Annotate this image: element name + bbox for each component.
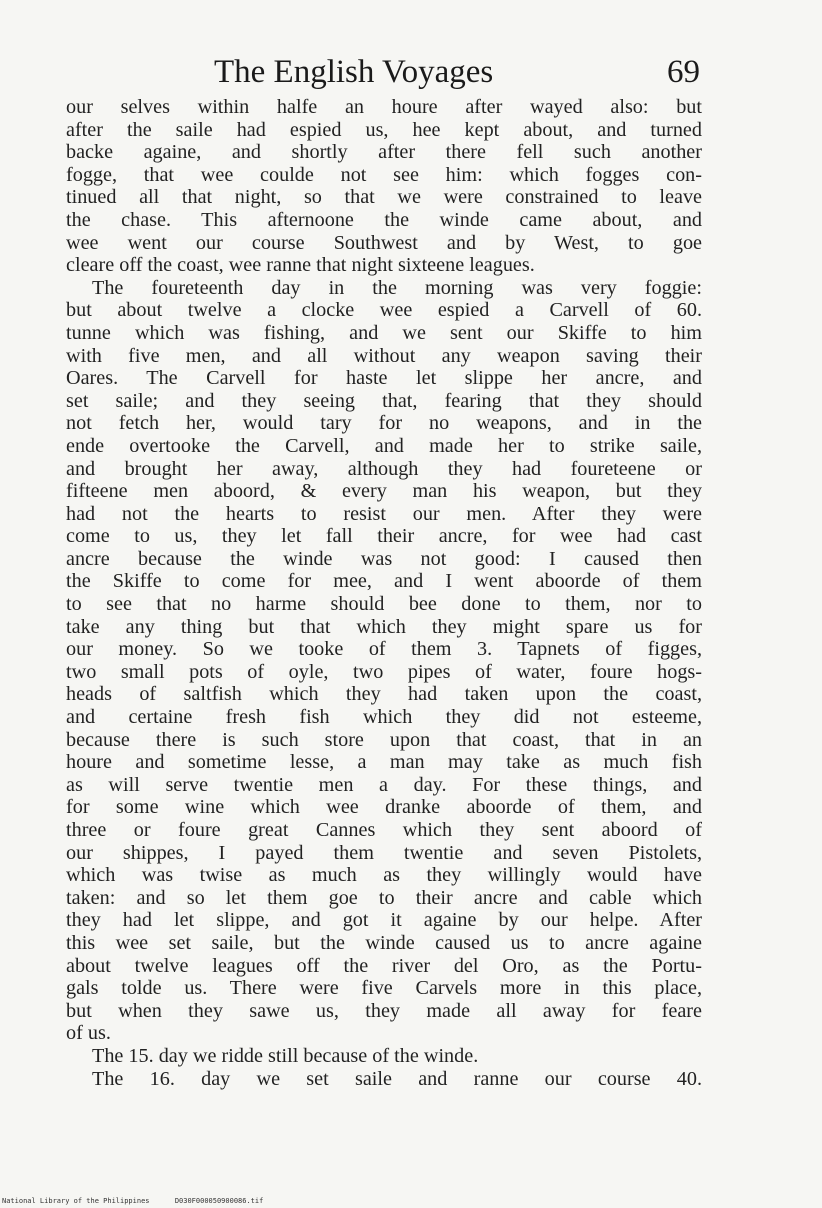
text-line: tinued all that night, so that we were constrained to leave xyxy=(66,186,702,209)
text-line: gals tolde us. There were five Carvels more in this place, xyxy=(66,977,702,1000)
text-line: houre and sometime lesse, a man may take as much fish xyxy=(66,751,702,774)
text-line: and certaine fresh fish which they did not esteeme, xyxy=(66,706,702,729)
text-line: backe againe, and shortly after there fell such another xyxy=(66,141,702,164)
page-number: 69 xyxy=(667,54,700,90)
text-line: our selves within halfe an houre after wayed also: but xyxy=(66,96,702,118)
text-line: the chase. This afternoone the winde came about, and xyxy=(66,208,702,231)
text-line: The foureteenth day in the morning was very foggie: xyxy=(92,276,702,299)
text-line: which was twise as much as they willingly would have xyxy=(66,864,702,887)
text-line: our money. So we tooke of them 3. Tapnets of figges, xyxy=(66,638,702,661)
text-line: three or foure great Cannes which they sent aboord of xyxy=(66,819,702,841)
text-line: Oares. The Carvell for haste let slippe her ancre, and xyxy=(66,367,702,390)
text-line: after the saile had espied us, hee kept about, and turned xyxy=(66,118,702,141)
text-line: The 15. day we ridde still because of the winde. xyxy=(92,1044,479,1067)
text-line: had not the hearts to resist our men. After they were xyxy=(66,502,702,525)
footer-file: D030F000050900086.tif xyxy=(174,1197,264,1205)
text-line: take any thing but that which they might spare us for xyxy=(66,615,702,638)
text-line: tunne which was fishing, and we sent our Skiffe to him xyxy=(66,321,702,344)
text-line: set saile; and they seeing that, fearing that they should xyxy=(66,389,702,412)
text-line: our shippes, I payed them twentie and seven Pistolets, xyxy=(66,841,702,864)
text-line: two small pots of oyle, two pipes of water, foure hogs- xyxy=(66,660,702,683)
text-line: the Skiffe to come for mee, and I went aboorde of them xyxy=(66,570,702,593)
text-line: to see that no harme should bee done to them, nor to xyxy=(66,593,702,616)
running-head xyxy=(66,52,706,92)
text-line: ancre because the winde was not good: I caused then xyxy=(66,547,702,570)
text-line: they had let slippe, and got it againe by our helpe. After xyxy=(66,909,702,932)
text-line: heads of saltfish which they had taken upon the coast, xyxy=(66,683,702,706)
text-line: but about twelve a clocke wee espied a Carvell of 60. xyxy=(66,299,702,322)
text-line: cleare off the coast, wee ranne that night sixteene leagues. xyxy=(66,254,535,277)
text-line: wee went our course Southwest and by West, to goe xyxy=(66,231,702,254)
text-line: but when they sawe us, they made all away for feare xyxy=(66,999,702,1022)
text-line: for some wine which wee dranke aboorde of them, and xyxy=(66,796,702,819)
text-line: this wee set saile, but the winde caused us to ancre againe xyxy=(66,931,702,954)
text-line: as will serve twentie men a day. For these things, and xyxy=(66,773,702,796)
running-title: The English Voyages xyxy=(214,54,494,90)
text-line: about twelve leagues off the river del Oro, as the Portu- xyxy=(66,954,702,977)
scan-footer xyxy=(2,1196,263,1206)
text-line: ende overtooke the Carvell, and made her to strike saile, xyxy=(66,434,702,457)
body-text xyxy=(66,96,702,1090)
text-line: and brought her away, although they had foureteene or xyxy=(66,457,702,480)
text-line: fogge, that wee coulde not see him: which fogges con- xyxy=(66,163,702,186)
text-line: with five men, and all without any weapon saving their xyxy=(66,344,702,367)
text-line: come to us, they let fall their ancre, for wee had cast xyxy=(66,525,702,548)
footer-source: National Library of the Philippines xyxy=(2,1197,150,1205)
text-line: fifteene men aboord, & every man his weapon, but they xyxy=(66,480,702,503)
text-line: The 16. day we set saile and ranne our course 40. xyxy=(92,1067,702,1090)
text-line: not fetch her, would tary for no weapons, and in the xyxy=(66,412,702,435)
text-line: taken: and so let them goe to their ancre and cable which xyxy=(66,886,702,909)
text-line: because there is such store upon that coast, that in an xyxy=(66,728,702,751)
text-line: of us. xyxy=(66,1022,111,1045)
